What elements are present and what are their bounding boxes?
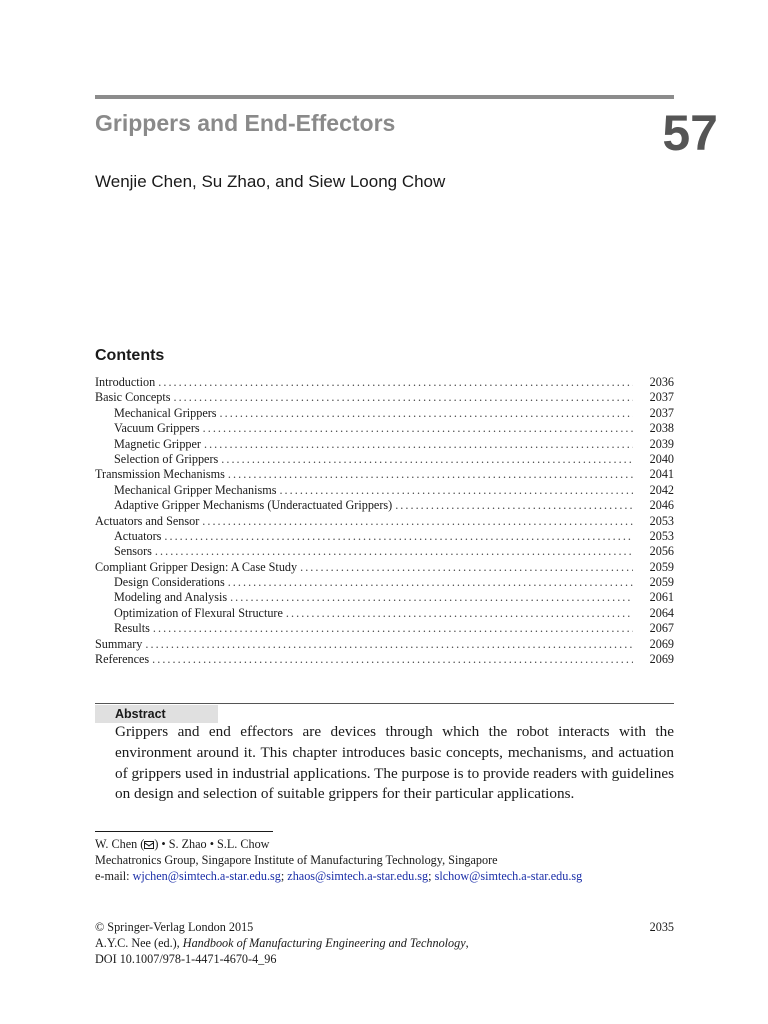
toc-entry-label: Mechanical Grippers [114,405,217,420]
author-footnote [95,837,675,884]
toc-entry[interactable] [95,560,674,575]
toc-entry-label: Transmission Mechanisms [95,467,225,482]
toc-entry[interactable] [95,575,674,590]
toc-entry-label: Actuators [114,528,162,543]
toc-dot-leader [230,590,633,605]
toc-dot-leader [286,606,633,621]
toc-entry[interactable] [95,390,674,405]
toc-entry[interactable] [95,529,674,544]
toc-dot-leader [173,390,633,405]
email-link-chen[interactable]: wjchen@simtech.a-star.edu.sg [132,868,281,883]
toc-entry-page: 2069 [649,636,674,651]
toc-dot-leader [220,406,633,421]
chapter-authors: Wenjie Chen, Su Zhao, and Siew Loong Chow [95,172,446,191]
toc-dot-leader [153,621,633,636]
toc-entry-page: 2046 [649,498,674,513]
toc-entry-label: Optimization of Flexural Structure [114,605,283,620]
toc-entry-label: Introduction [95,375,156,389]
toc-entry-label: References [95,652,150,667]
toc-entry-label: Modeling and Analysis [114,590,228,605]
toc-dot-leader [145,637,633,652]
toc-entry[interactable] [95,637,674,652]
toc-entry-page: 2037 [649,390,674,405]
toc-entry-label: Results [114,621,150,636]
toc-entry-page: 2038 [649,421,674,436]
toc-entry-page: 2053 [649,513,674,528]
footnote-author-1: W. Chen ( [95,837,145,851]
toc-entry-label: Summary [95,636,143,651]
toc-entry[interactable] [95,652,674,667]
toc-entry-label: Basic Concepts [95,390,171,405]
toc-entry[interactable] [95,437,674,452]
toc-entry-page: 2056 [649,544,674,559]
abstract-text: Grippers and end effectors are devices through which the robot interacts with the environment around it. This chapter introduces basic concepts, mechanisms, and actuation of grippers used in industrial applications. The purpose is to provide readers with guidelines on design and selection of suitable grippers for their particular applications. [115,723,675,803]
doi-line: DOI 10.1007/978-1-4471-4670-4_96 [95,951,277,966]
toc-entry[interactable] [95,375,674,390]
toc-entry[interactable] [95,621,674,636]
email-link-zhao[interactable]: zhaos@simtech.a-star.edu.sg [287,868,429,883]
toc-entry-page: 2041 [649,467,674,482]
chapter-top-rule [95,95,674,99]
toc-entry[interactable] [95,498,674,513]
citation-line [95,936,674,952]
toc-dot-leader [202,514,633,529]
toc-entry-page: 2059 [649,575,674,590]
email-link-chow[interactable]: slchow@simtech.a-star.edu.sg [434,868,583,883]
abstract-rule [95,703,674,704]
toc-dot-leader [395,498,633,513]
toc-entry-label: Actuators and Sensor [95,513,200,528]
copyright-line: © Springer-Verlag London 2015 [95,920,254,934]
toc-dot-leader [203,421,633,436]
chapter-title: Grippers and End-Effectors [95,110,396,136]
toc-dot-leader [158,375,633,390]
toc-dot-leader [300,560,633,575]
footnote-author-rest: ) • S. Zhao • S.L. Chow [154,837,270,851]
abstract-label: Abstract [95,705,218,723]
toc-dot-leader [221,452,633,467]
envelope-icon [144,841,154,849]
email-separator-2: ; [428,868,435,883]
toc-entry-page: 2069 [649,652,674,667]
toc-entry-page: 2064 [649,605,674,620]
toc-entry-page: 2061 [649,590,674,605]
toc-dot-leader [279,483,633,498]
toc-entry-page: 2039 [649,436,674,451]
toc-entry-label: Selection of Grippers [114,451,219,466]
chapter-number: 57 [662,105,718,161]
footnote-affiliation: Mechatronics Group, Singapore Institute of Manufacturing Technology, Singapore [95,852,498,867]
email-label: e-mail: [95,868,133,883]
toc-entry-page: 2040 [649,451,674,466]
toc-entry[interactable] [95,421,674,436]
toc-entry[interactable] [95,483,674,498]
toc-dot-leader [228,575,633,590]
editor: A.Y.C. Nee (ed.), [95,935,183,950]
citation-comma: , [465,935,469,950]
table-of-contents [95,375,674,667]
book-title: Handbook of Manufacturing Engineering and Technology [182,935,466,950]
toc-dot-leader [152,652,633,667]
toc-entry-label: Adaptive Gripper Mechanisms (Underactuated Grippers) [114,498,393,513]
toc-entry-page: 2059 [649,559,674,574]
toc-entry-label: Sensors [114,544,152,559]
publication-info [95,920,674,967]
toc-entry-label: Design Considerations [114,575,225,590]
email-separator-1: ; [280,868,288,883]
toc-dot-leader [164,529,633,544]
toc-entry[interactable] [95,544,674,559]
page-number: 2035 [649,920,674,934]
toc-entry[interactable] [95,406,674,421]
toc-entry[interactable] [95,606,674,621]
toc-entry-label: Magnetic Gripper [114,436,201,451]
toc-entry[interactable] [95,452,674,467]
toc-entry-page: 2042 [649,482,674,497]
footnote-authors [95,837,675,853]
toc-entry-page: 2067 [649,621,674,636]
toc-entry-label: Compliant Gripper Design: A Case Study [95,559,298,574]
toc-dot-leader [155,544,633,559]
toc-dot-leader [228,467,633,482]
contents-heading: Contents [95,347,165,364]
toc-dot-leader [204,437,633,452]
toc-entry-label: Vacuum Grippers [114,421,200,436]
toc-entry-page: 2053 [649,528,674,543]
toc-entry-page: 2037 [649,405,674,420]
footnote-emails [95,869,675,885]
toc-entry-page: 2036 [649,375,674,389]
footnote-rule [95,831,273,832]
toc-entry-label: Mechanical Gripper Mechanisms [114,482,277,497]
toc-entry[interactable] [95,467,674,482]
toc-entry[interactable] [95,590,674,605]
toc-entry[interactable] [95,514,674,529]
